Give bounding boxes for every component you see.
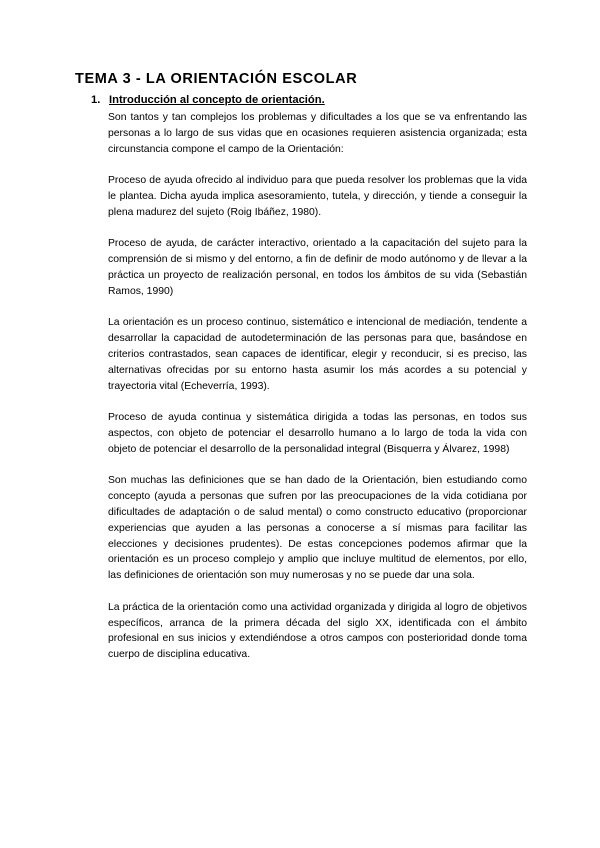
paragraph-definition-roig: Proceso de ayuda ofrecido al individuo para que pueda resolver los problemas que la vida le plantea. Dicha ayuda implica asesoramiento, tutela, y dirección, y tiende a conseguir la plena madurez del sujeto (Roig Ibáñez, 1980).	[108, 175, 527, 218]
paragraph-definition-echeverria: La orientación es un proceso continuo, sistemático e intencional de mediación, tendente a desarrollar la capacidad de autodeterminación de las personas para que, basándose en criterios contrastados, sean capaces de identificar, elegir y reconducir, si es preciso, las alternativas ofrecidas por su entorno hasta asumir los más acordes a su potencial y trayectoria vital (Echeverría, 1993).	[108, 317, 527, 392]
section-heading-text: Introducción al concepto de orientación.	[109, 94, 325, 106]
document-title: TEMA 3 - LA ORIENTACIÓN ESCOLAR	[75, 71, 358, 87]
paragraph-definition-sebastian: Proceso de ayuda, de carácter interactivo, orientado a la capacitación del sujeto para la comprensión de si mismo y del entorno, a fin de definir de modo autónomo y de llevar a la práctica un proyecto de realización personal, en todos los ámbitos de su vida (Sebastián Ramos, 1990)	[108, 238, 527, 297]
paragraph-many-definitions: Son muchas las definiciones que se han dado de la Orientación, bien estudiando como concepto (ayuda a personas que sufren por las preocupaciones de la vida cotidiana por dificultades de adaptación o de salud mental) o como constructo educativo (proporcionar experiencias que ayuden a las personas a conocerse a sí mismas para facilitar las elecciones y decisiones prudentes). De estas concepciones podemos afirmar que la orientación es un proceso complejo y amplio que incluye multitud de elementos, por ello, las definiciones de orientación son muy numerosas y no se puede dar una sola.	[108, 475, 527, 582]
paragraph-intro: Son tantos y tan complejos los problemas y dificultades a los que se va enfrentando las personas a lo largo de sus vidas que en ocasiones requieren asistencia organizada; esta circunstancia compone el campo de la Orientación:	[108, 112, 527, 155]
paragraph-definition-bisquerra: Proceso de ayuda continua y sistemática dirigida a todas las personas, en todos sus aspectos, con objeto de potenciar el desarrollo humano a lo largo de toda la vida con objeto de potenciar el desarrollo de la personalidad integral (Bisquerra y Álvarez, 1998)	[108, 412, 527, 455]
body-text	[108, 110, 527, 679]
section-heading	[91, 94, 325, 106]
section-number: 1.	[91, 94, 101, 106]
paragraph-history: La práctica de la orientación como una actividad organizada y dirigida al logro de objetivos específicos, arranca de la primera década del siglo XX, identificada con el ámbito profesional en sus inicios y extendiéndose a otros campos con posterioridad donde toma cuerpo de disciplina educativa.	[108, 601, 527, 661]
